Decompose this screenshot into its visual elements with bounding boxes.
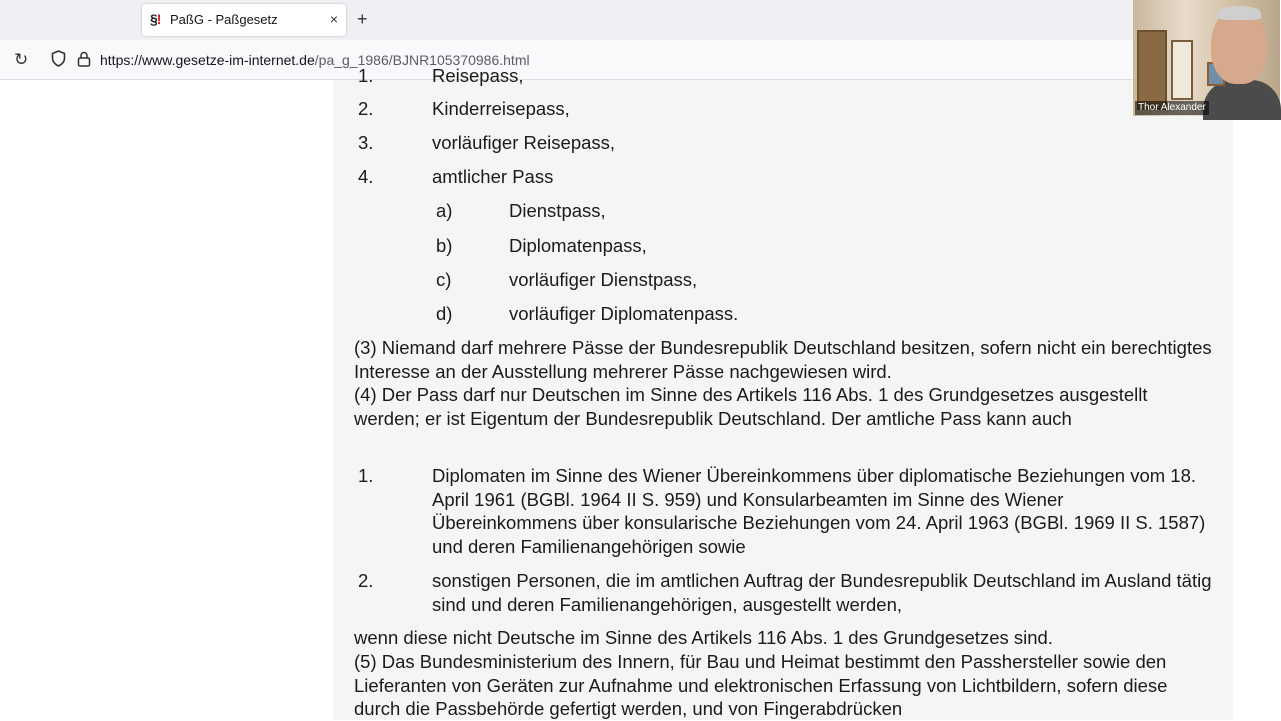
paragraph-4: (4) Der Pass darf nur Deutschen im Sinne des Artikels 116 Abs. 1 des Grundgesetzes ausgestellt werden; er ist Eigentum der Bundesrepublik Deutschland. Der amtliche Pass kann auch [354, 384, 1148, 429]
tab-passgesetz[interactable] [142, 4, 346, 36]
sublist-item: Diplomatenpass, [509, 235, 647, 256]
webcam-background-window [1171, 40, 1193, 100]
list-item: vorläufiger Reisepass, [432, 132, 616, 153]
close-tab-icon[interactable]: × [329, 11, 338, 27]
list-item: Kinderreisepass, [432, 98, 570, 119]
url-path: /pa_g_1986/BJNR105370986.html [314, 52, 530, 68]
list-number: 2. [358, 570, 374, 591]
sublist-letter: d) [436, 303, 453, 324]
webcam-background-door [1137, 30, 1167, 110]
sublist-letter: b) [436, 235, 453, 256]
webcam-overlay [1133, 0, 1280, 116]
sublist-letter: a) [436, 200, 453, 221]
site-favicon-icon: §! [150, 11, 161, 27]
list-item: sonstigen Personen, die im amtlichen Auftrag der Bundesrepublik Deutschland im Ausland tätig sind und deren Familienangehörigen, ausgestellt werden, [432, 570, 1212, 615]
url-host: https://www.gesetze-im-internet.de [100, 52, 315, 68]
list-item: amtlicher Pass [432, 166, 554, 187]
new-tab-button[interactable]: + [357, 9, 368, 29]
list-number: 2. [358, 98, 374, 119]
list-number: 4. [358, 166, 374, 187]
webcam-name-label: Thor Alexander [1135, 101, 1209, 115]
list-item: Reisepass, [432, 65, 524, 86]
list-number: 1. [358, 465, 374, 486]
tab-strip [0, 0, 1280, 40]
reload-icon[interactable]: ↻ [14, 50, 29, 69]
paragraph-4-end: wenn diese nicht Deutsche im Sinne des Artikels 116 Abs. 1 des Grundgesetzes sind. [354, 627, 1053, 648]
paragraph-5: (5) Das Bundesministerium des Innern, für Bau und Heimat bestimmt den Passhersteller sowie den Lieferanten von Geräten zur Aufnahme und elektronischen Erfassung von Lichtbildern, sofern diese durch die Passbehörde gefertigt werden, und von Fingerabdrücken [354, 651, 1168, 719]
navigation-bar [0, 40, 1280, 80]
paragraph-3: (3) Niemand darf mehrere Pässe der Bundesrepublik Deutschland besitzen, sofern nicht ein berechtigtes Interesse an der Ausstellung mehrerer Pässe nachgewiesen wird. [354, 337, 1212, 382]
sublist-item: Dienstpass, [509, 200, 606, 221]
tracking-protection-shield-icon[interactable] [51, 50, 66, 71]
sublist-letter: c) [436, 269, 452, 290]
browser-chrome [0, 0, 1280, 80]
list-item: Diplomaten im Sinne des Wiener Übereinkommens über diplomatische Beziehungen vom 18. April 1961 (BGBl. 1964 II S. 959) und Konsularbeamten im Sinne des Wiener Übereinkommens über konsularische Beziehungen vom 24. April 1963 (BGBl. 1969 II S. 1587) und deren Familienangehörigen sowie [432, 465, 1206, 557]
sublist-item: vorläufiger Dienstpass, [509, 269, 698, 290]
tab-title: PaßG - Paßgesetz [170, 12, 278, 27]
list-number: 3. [358, 132, 374, 153]
sublist-item: vorläufiger Diplomatenpass. [509, 303, 739, 324]
page-content [0, 65, 1280, 720]
webcam-person-body [1203, 80, 1281, 120]
law-text-area [333, 65, 1233, 720]
list-number: 1. [358, 65, 374, 86]
lock-icon[interactable] [77, 51, 91, 67]
webcam-person-hair [1217, 6, 1261, 20]
